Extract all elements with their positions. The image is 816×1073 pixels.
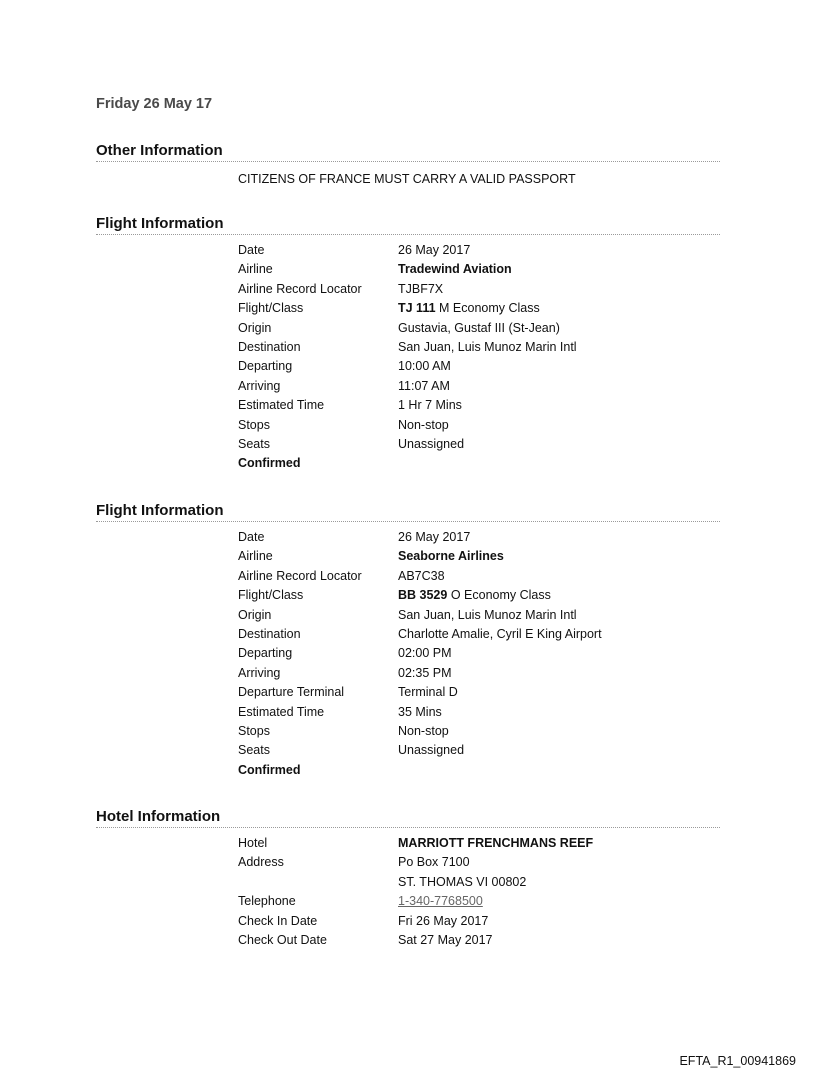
field-label: Airline Record Locator: [238, 281, 362, 296]
estimated-time-row: [238, 703, 720, 722]
flight-number: BB 3529: [398, 588, 448, 603]
field-value: 02:35 PM: [398, 665, 452, 680]
field-value: San Juan, Luis Munoz Marin Intl: [398, 339, 577, 354]
field-label: Seats: [238, 743, 270, 758]
field-label: Airline: [238, 262, 273, 277]
field-value: Unassigned: [398, 743, 465, 758]
destination-row: [238, 625, 720, 644]
field-value: Terminal D: [398, 685, 458, 700]
origin-row: [238, 606, 720, 625]
field-value: 26 May 2017: [398, 243, 471, 257]
stops-row: [238, 722, 720, 741]
field-label: Check In Date: [238, 913, 318, 928]
field-label: Origin: [238, 607, 272, 622]
flight-details: [238, 528, 720, 780]
origin-row: [238, 319, 720, 338]
stops-row: [238, 416, 720, 435]
field-label: Hotel: [238, 836, 268, 850]
airline-row: [238, 547, 720, 566]
hotel-details: [238, 834, 720, 950]
departing-row: [238, 357, 720, 376]
field-value: ST. THOMAS VI 00802: [398, 874, 527, 889]
locator-row: [238, 280, 720, 299]
field-value: TJBF7X: [398, 281, 444, 296]
telephone-link[interactable]: 1-340-7768500: [398, 894, 483, 909]
field-label: Origin: [238, 320, 272, 335]
flight-class-row: [238, 299, 720, 318]
airline-row: [238, 260, 720, 279]
field-value: Tradewind Aviation: [398, 262, 512, 277]
field-value: 26 May 2017: [398, 530, 471, 544]
arriving-row: [238, 664, 720, 683]
section-title: Other Information: [96, 142, 720, 162]
field-label: Arriving: [238, 665, 281, 680]
field-value: MARRIOTT FRENCHMANS REEF: [398, 836, 594, 850]
field-label: Stops: [238, 723, 270, 738]
booking-status: Confirmed: [238, 456, 301, 471]
flight-information-section-2: [96, 502, 720, 780]
section-title: Flight Information: [96, 502, 720, 522]
section-title: Flight Information: [96, 215, 720, 235]
seats-row: [238, 435, 720, 454]
field-value: Non-stop: [398, 417, 449, 432]
field-value: Fri 26 May 2017: [398, 913, 489, 928]
date-row: [238, 241, 720, 260]
field-label: Destination: [238, 626, 301, 641]
field-value: 35 Mins: [398, 704, 442, 719]
field-label: Flight/Class: [238, 301, 304, 316]
field-label: Stops: [238, 417, 270, 432]
estimated-time-row: [238, 396, 720, 415]
departure-terminal-row: [238, 683, 720, 702]
status-row: [238, 761, 720, 780]
address-line-2-row: [238, 873, 720, 892]
arriving-row: [238, 377, 720, 396]
field-value: Charlotte Amalie, Cyril E King Airport: [398, 626, 602, 641]
document-id: EFTA_R1_00941869: [679, 1054, 796, 1068]
field-value: San Juan, Luis Munoz Marin Intl: [398, 607, 577, 622]
field-label: Telephone: [238, 894, 296, 909]
field-value: Po Box 7100: [398, 855, 470, 870]
field-label: Seats: [238, 436, 270, 451]
status-row: [238, 454, 720, 473]
field-label: Check Out Date: [238, 932, 327, 947]
field-label: Departure Terminal: [238, 685, 345, 700]
field-label: Date: [238, 243, 265, 257]
field-value: 11:07 AM: [398, 378, 450, 393]
address-row: [238, 853, 720, 872]
section-title: Hotel Information: [96, 808, 720, 828]
field-value: Seaborne Airlines: [398, 549, 504, 564]
other-information-section: [96, 142, 720, 186]
field-value: Unassigned: [398, 436, 465, 451]
field-label: Destination: [238, 339, 301, 354]
field-label: Departing: [238, 646, 293, 661]
field-value: AB7C38: [398, 568, 445, 583]
day-header: Friday 26 May 17: [96, 96, 213, 112]
hotel-row: [238, 834, 720, 853]
date-row: [238, 528, 720, 547]
field-label: Arriving: [238, 378, 281, 393]
field-value: 02:00 PM: [398, 646, 452, 661]
flight-information-section-1: [96, 215, 720, 474]
seats-row: [238, 741, 720, 760]
field-value: Non-stop: [398, 723, 449, 738]
field-label: Address: [238, 855, 284, 870]
field-label: Date: [238, 530, 265, 544]
hotel-information-section: [96, 808, 720, 950]
flight-details: [238, 241, 720, 474]
travel-class: M Economy Class: [439, 301, 540, 316]
check-in-row: [238, 912, 720, 931]
field-label: Departing: [238, 359, 293, 374]
telephone-row: [238, 892, 720, 911]
field-label: Estimated Time: [238, 704, 325, 719]
check-out-row: [238, 931, 720, 950]
flight-number: TJ 111: [398, 301, 436, 316]
flight-class-row: [238, 586, 720, 605]
field-label: Airline Record Locator: [238, 568, 362, 583]
field-value: Sat 27 May 2017: [398, 932, 493, 947]
departing-row: [238, 644, 720, 663]
booking-status: Confirmed: [238, 762, 301, 777]
field-value: Gustavia, Gustaf III (St-Jean): [398, 320, 560, 335]
field-label: Estimated Time: [238, 398, 325, 413]
field-label: Flight/Class: [238, 588, 304, 603]
destination-row: [238, 338, 720, 357]
field-label: Airline: [238, 549, 273, 564]
passport-notice: CITIZENS OF FRANCE MUST CARRY A VALID PASSPORT: [238, 172, 576, 186]
travel-class: O Economy Class: [450, 588, 551, 603]
field-value: 1 Hr 7 Mins: [398, 398, 462, 413]
locator-row: [238, 567, 720, 586]
field-value: 10:00 AM: [398, 359, 451, 374]
